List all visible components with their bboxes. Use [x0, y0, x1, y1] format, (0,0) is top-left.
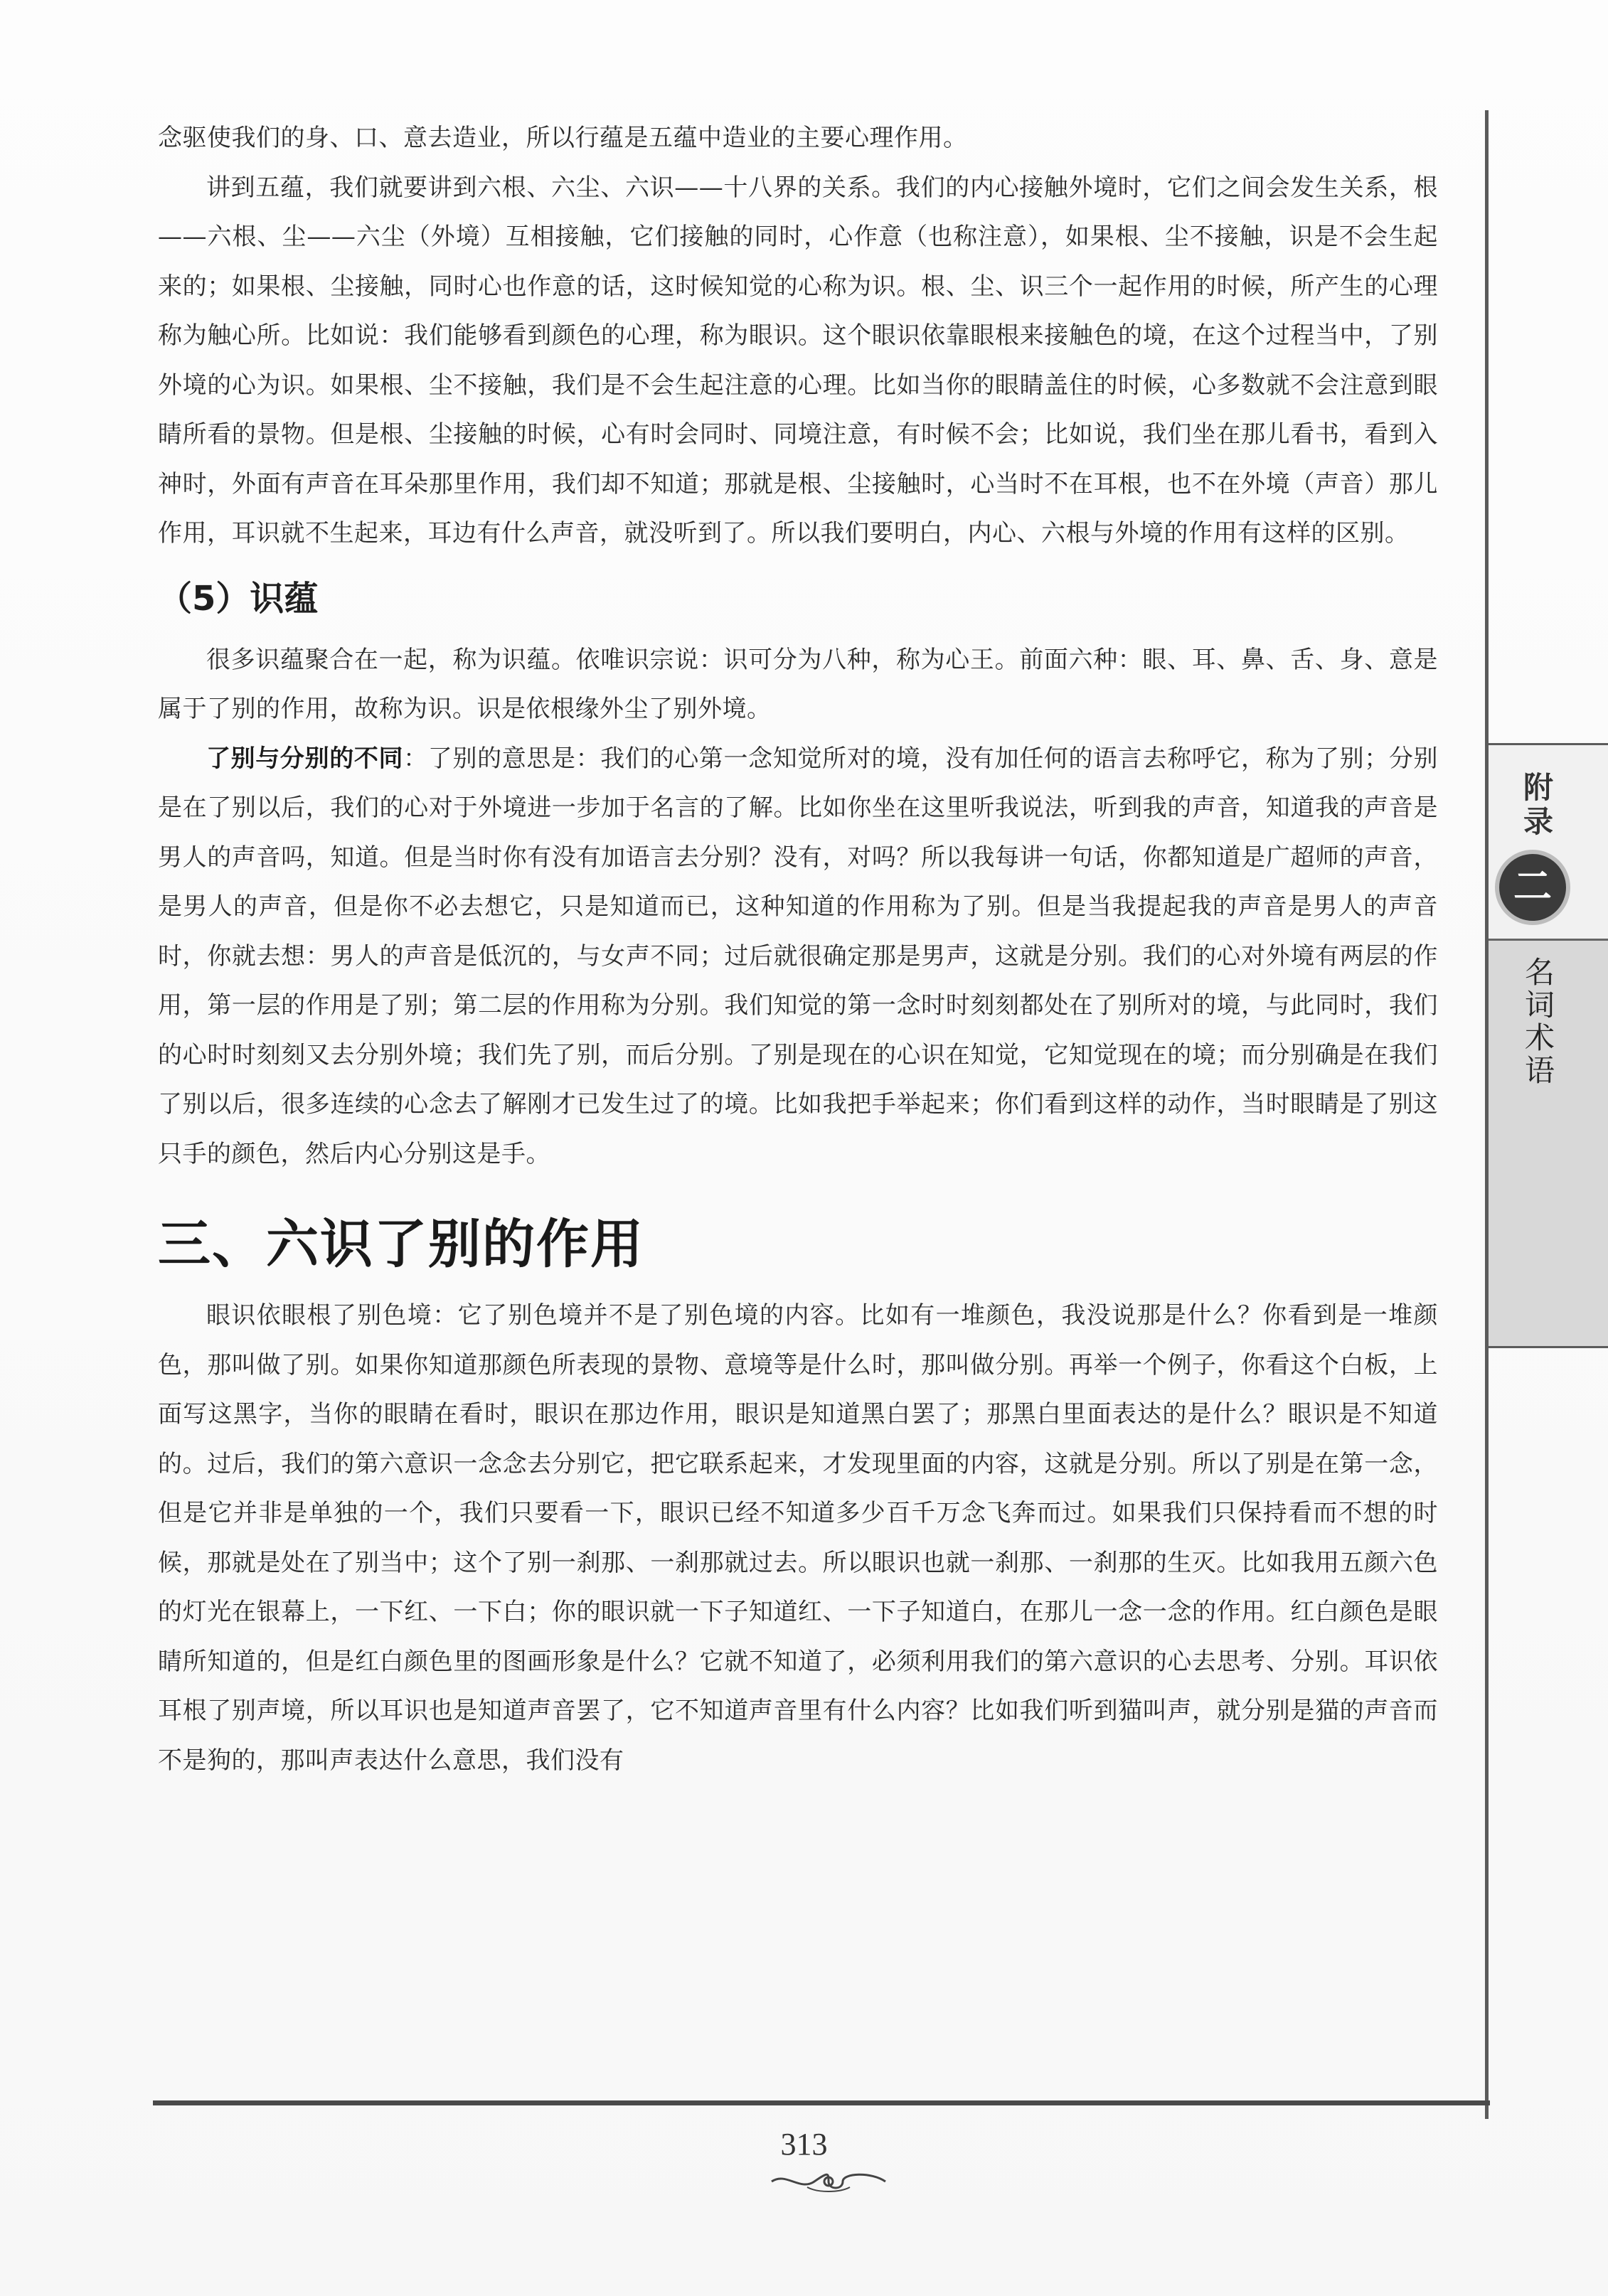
page-body — [158, 114, 1438, 1785]
paragraph-consciousness-aggregate: 很多识蕴聚合在一起，称为识蕴。依唯识宗说：识可分为八种，称为心王。前面六种：眼、耳、鼻、舌、身、意是属于了别的作用，故称为识。识是依根缘外尘了别外境。 — [158, 645, 1438, 723]
bold-lead-term: 了别与分别的不同 — [206, 744, 404, 773]
paragraph-text: ：了别的意思是：我们的心第一念知觉所对的境，没有加任何的语言去称呼它，称为了别；分别是在了别以后，我们的心对于外境进一步加于名言的了解。比如你坐在这里听我说法，听到我的声音，知道我的声音是男人的声音吗，知道。但是当时你有没有加语言去分别？没有，对吗？所以我每讲一句话，你都知道是广超师的声音，是男人的声音，但是你不必去想它，只是知道而已，这种知道的作用称为了别。但是当我提起我的声音是男人的声音时，你就去想：男人的声音是低沉的，与女声不同；过后就很确定那是男声，这就是分别。我们的心对外境有两层的作用，第一层的作用是了别；第二层的作用称为分别。我们知觉的第一念时时刻刻都处在了别所对的境，与此同时，我们的心时时刻刻又去分别外境；我们先了别，而后分别。了别是现在的心识在知觉，它知觉现在的境；而分别确是在我们了别以后，很多连续的心念去了解刚才已发生过了的境。比如我把手举起来；你们看到这样的动作，当时眼睛是了别这只手的颜色，然后内心分别这是手。 — [158, 744, 1439, 1168]
paragraph-eighteen-realms: 讲到五蕴，我们就要讲到六根、六尘、六识——十八界的关系。我们的内心接触外境时，它们之间会发生关系，根——六根、尘——六尘（外境）互相接触，它们接触的同时，心作意（也称注意），如果根、尘不接触，识是不会生起来的；如果根、尘接触，同时心也作意的话，这时候知觉的心称为识。根、尘、识三个一起作用的时候，所产生的心理称为触心所。比如说：我们能够看到颜色的心理，称为眼识。这个眼识依靠眼根来接触色的境，在这个过程当中，了别外境的心为识。如果根、尘不接触，我们是不会生起注意的心理。比如当你的眼睛盖住的时候，心多数就不会注意到眼睛所看的景物。但是根、尘接触的时候，心有时会同时、同境注意，有时候不会；比如说，我们坐在那儿看书，看到入神时，外面有声音在耳朵那里作用，我们却不知道；那就是根、尘接触时，心当时不在耳根，也不在外境（声音）那儿作用，耳识就不生起来，耳边有什么声音，就没听到了。所以我们要明白，内心、六根与外境的作用有这样的区别。 — [158, 173, 1438, 548]
paragraph-eye-consciousness: 眼识依眼根了别色境：它了别色境并不是了别色境的内容。比如有一堆颜色，我没说那是什么？你看到是一堆颜色，那叫做了别。如果你知道那颜色所表现的景物、意境等是什么时，那叫做分别。再举一个例子，你看这个白板，上面写这黑字，当你的眼睛在看时，眼识在那边作用，眼识是知道黑白罢了；那黑白里面表达的是什么？眼识是不知道的。过后，我们的第六意识一念念去分别它，把它联系起来，才发现里面的内容，这就是分别。所以了别是在第一念，但是它并非是单独的一个，我们只要看一下，眼识已经不知道多少百千万念飞奔而过。如果我们只保持看而不想的时候，那就是处在了别当中；这个了别一刹那、一刹那就过去。所以眼识也就一刹那、一刹那的生灭。比如我用五颜六色的灯光在银幕上，一下红、一下白；你的眼识就一下子知道红、一下子知道白，在那儿一念一念的作用。红白颜色是眼睛所知道的，但是红白颜色里的图画形象是什么？它就不知道了，必须利用我们的第六意识的心去思考、分别。耳识依耳根了别声境，所以耳识也是知道声音罢了，它不知道声音里有什么内容？比如我们听到猫叫声，就分别是猫的声音而不是狗的，那叫声表达什么意思，我们没有 — [158, 1301, 1438, 1775]
appendix-label: 附录 — [1519, 771, 1554, 840]
paragraph-discernment-vs-discrimination — [158, 735, 1438, 1180]
chapter-badge: 二 — [1495, 850, 1570, 925]
subheading-consciousness-aggregate: （5）识蕴 — [158, 578, 319, 619]
footer-ornament-icon — [765, 2169, 893, 2194]
footer-rule — [153, 2100, 1490, 2105]
section-heading: 三、六识了别的作用 — [158, 1214, 644, 1275]
paragraph-continued: 念驱使我们的身、口、意去造业，所以行蕴是五蕴中造业的主要心理作用。 — [158, 124, 968, 152]
page-number: 313 — [780, 2127, 828, 2162]
chapter-name: 名词术语 — [1521, 956, 1555, 1087]
